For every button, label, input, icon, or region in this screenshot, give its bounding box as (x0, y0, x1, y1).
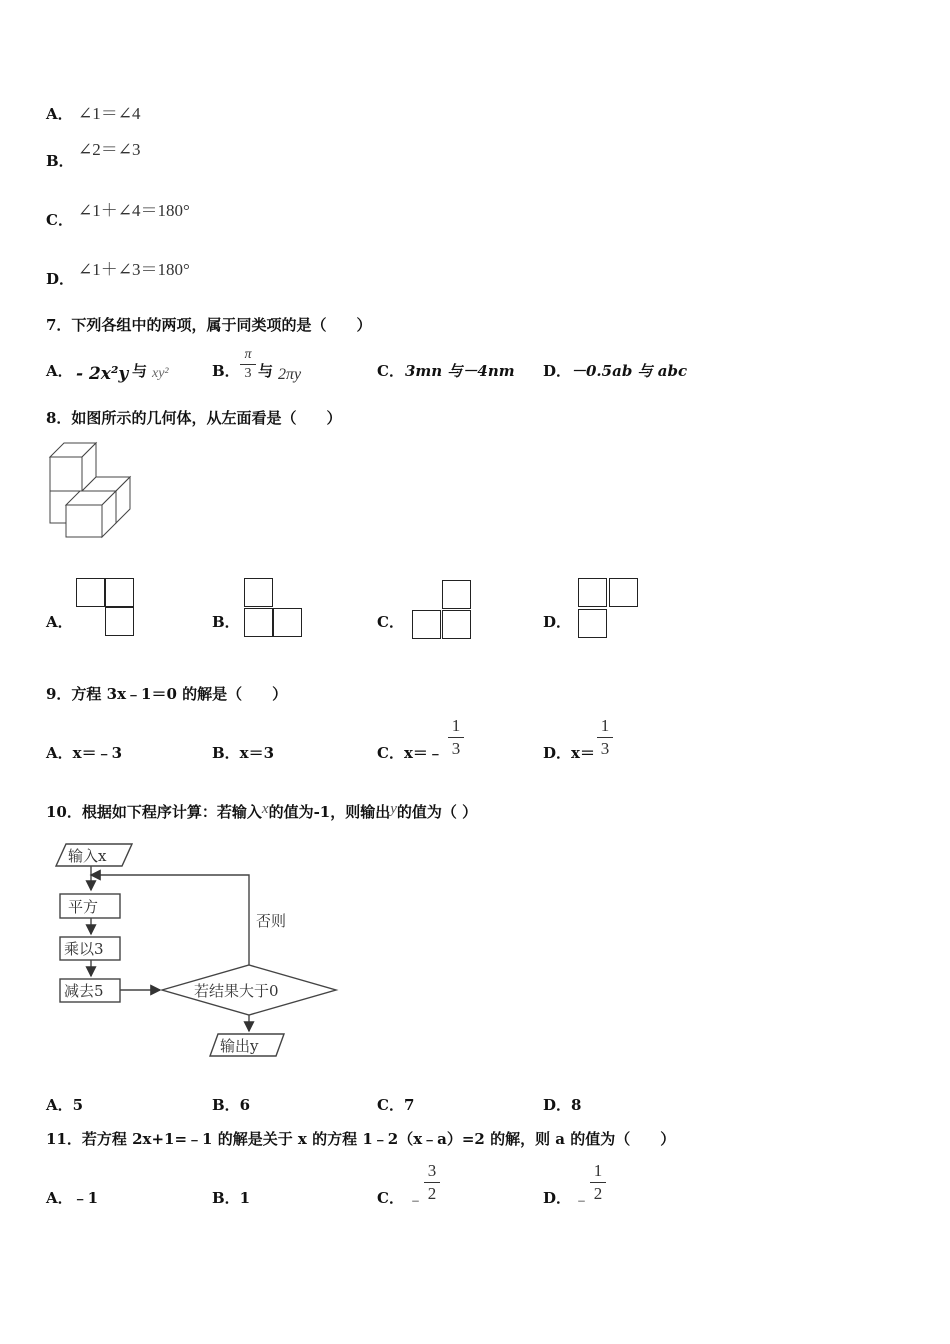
square-cell (442, 610, 471, 639)
q11-option-c-fraction-bar (424, 1182, 440, 1183)
q8-option-d-label: D． (543, 613, 572, 631)
q10-stem (46, 801, 477, 822)
q10-stem-part2: 的值为-1，则输出 (268, 803, 391, 821)
q7-option-d-text: －0.5ab 与 abc (571, 362, 688, 380)
q7-option-b-term2: 2πy (278, 366, 302, 383)
q9-option-d-fraction-bar (597, 737, 613, 738)
flow-minus5-text: 减去5 (64, 982, 104, 1000)
q10-option-a: A．5 (46, 1096, 84, 1114)
q6-option-a-expr: ∠1＝∠4 (78, 104, 141, 123)
q9-option-a: A．x＝﹣3 (46, 744, 123, 762)
q9-option-c-denominator: 3 (451, 739, 461, 758)
q8-solid-figure (44, 437, 136, 541)
q11-option-d-numerator: 1 (593, 1161, 603, 1180)
square-cell (244, 578, 273, 607)
q10-option-d: D．8 (543, 1096, 582, 1114)
q10-flowchart (44, 838, 344, 1064)
q7-option-c-text: 3mn 与－4nm (405, 362, 515, 380)
square-cell (578, 609, 607, 638)
q9-option-d-denominator: 3 (600, 739, 610, 758)
q7-option-b-with: 与 (258, 362, 274, 380)
q10-var-y: y (390, 801, 397, 817)
q8-option-b-label: B． (212, 613, 240, 631)
q6-option-a-label: A． (46, 105, 73, 123)
q11-option-c-sign: ﹣ (407, 1190, 424, 1209)
q6-option-d-label: D． (46, 270, 75, 288)
q10-option-c: C．7 (377, 1096, 415, 1114)
q9-option-c-label: C．x＝﹣ (377, 744, 443, 762)
q9-option-d-numerator: 1 (600, 716, 610, 735)
flow-square-text: 平方 (68, 898, 99, 916)
q11-option-b: B．1 (212, 1189, 251, 1207)
q11-option-d-fraction-bar (590, 1182, 606, 1183)
flow-times3-text: 乘以3 (64, 940, 104, 958)
q9-option-d-fraction (597, 716, 613, 759)
q11-option-c-label: C． (377, 1189, 404, 1207)
q11-option-d-label: D． (543, 1189, 572, 1207)
q7-option-a-with: 与 (132, 362, 148, 380)
q11-option-d-sign: ﹣ (573, 1190, 590, 1209)
q11-option-d-denominator: 2 (593, 1184, 603, 1203)
q7-option-a-term1: - 2x²y (76, 364, 129, 384)
q10-stem-part1: 10．根据如下程序计算：若输入 (46, 803, 262, 821)
q9-option-d-label: D．x＝ (543, 744, 595, 762)
square-cell (76, 578, 105, 607)
flow-input-text: 输入x (68, 847, 107, 865)
square-cell (105, 578, 134, 607)
q11-option-a: A．﹣1 (46, 1189, 99, 1207)
q6-option-c-label: C． (46, 211, 73, 229)
q9-option-b: B．x＝3 (212, 744, 275, 762)
square-cell (442, 580, 471, 609)
q7-option-b-denominator: 3 (244, 366, 252, 381)
q6-option-b-expr: ∠2＝∠3 (78, 140, 141, 159)
q10-var-x: x (261, 801, 269, 817)
square-cell (273, 608, 302, 637)
q6-option-c-expr: ∠1＋∠4＝180° (78, 201, 190, 220)
q11-option-d-fraction (590, 1161, 606, 1204)
square-cell (244, 608, 273, 637)
square-cell (578, 578, 607, 607)
q9-option-c-fraction (448, 716, 464, 759)
q8-option-c-label: C． (377, 613, 404, 631)
q7-option-b-fraction-bar (240, 364, 256, 365)
q7-stem: 7．下列各组中的两项，属于同类项的是（ ） (46, 316, 372, 334)
q7-option-a-label: A． (46, 362, 73, 380)
q9-option-c-numerator: 1 (451, 716, 461, 735)
q11-option-c-denominator: 2 (427, 1184, 437, 1203)
flow-output-text: 输出y (220, 1037, 259, 1055)
q7-option-c-label: C． (377, 362, 404, 380)
q8-stem: 8．如图所示的几何体，从左面看是（ ） (46, 409, 342, 427)
q7-option-a-term2: xy² (152, 366, 169, 381)
q9-option-c-fraction-bar (448, 737, 464, 738)
q7-option-d-label: D． (543, 362, 572, 380)
q10-stem-part3: 的值为（ ） (396, 803, 478, 821)
q11-option-c-numerator: 3 (427, 1161, 437, 1180)
q11-stem: 11．若方程 2x+1=﹣1 的解是关于 x 的方程 1﹣2（x﹣a）=2 的解，则 a 的值为（ ） (46, 1130, 676, 1148)
q11-option-c-fraction (424, 1161, 440, 1204)
square-cell (412, 610, 441, 639)
q7-option-b-label: B． (212, 362, 240, 380)
square-cell (609, 578, 638, 607)
q6-option-b-label: B． (46, 152, 74, 170)
q10-option-b: B．6 (212, 1096, 251, 1114)
q6-option-d-expr: ∠1＋∠3＝180° (78, 260, 190, 279)
flow-decision-text: 若结果大于0 (194, 982, 279, 1000)
q8-option-a-label: A． (46, 613, 73, 631)
q7-option-b-numerator: π (244, 347, 252, 362)
flow-else-text: 否则 (256, 912, 287, 930)
square-cell (105, 607, 134, 636)
q9-stem: 9．方程 3x﹣1＝0 的解是（ ） (46, 685, 288, 703)
q7-option-b-fraction (240, 347, 256, 382)
